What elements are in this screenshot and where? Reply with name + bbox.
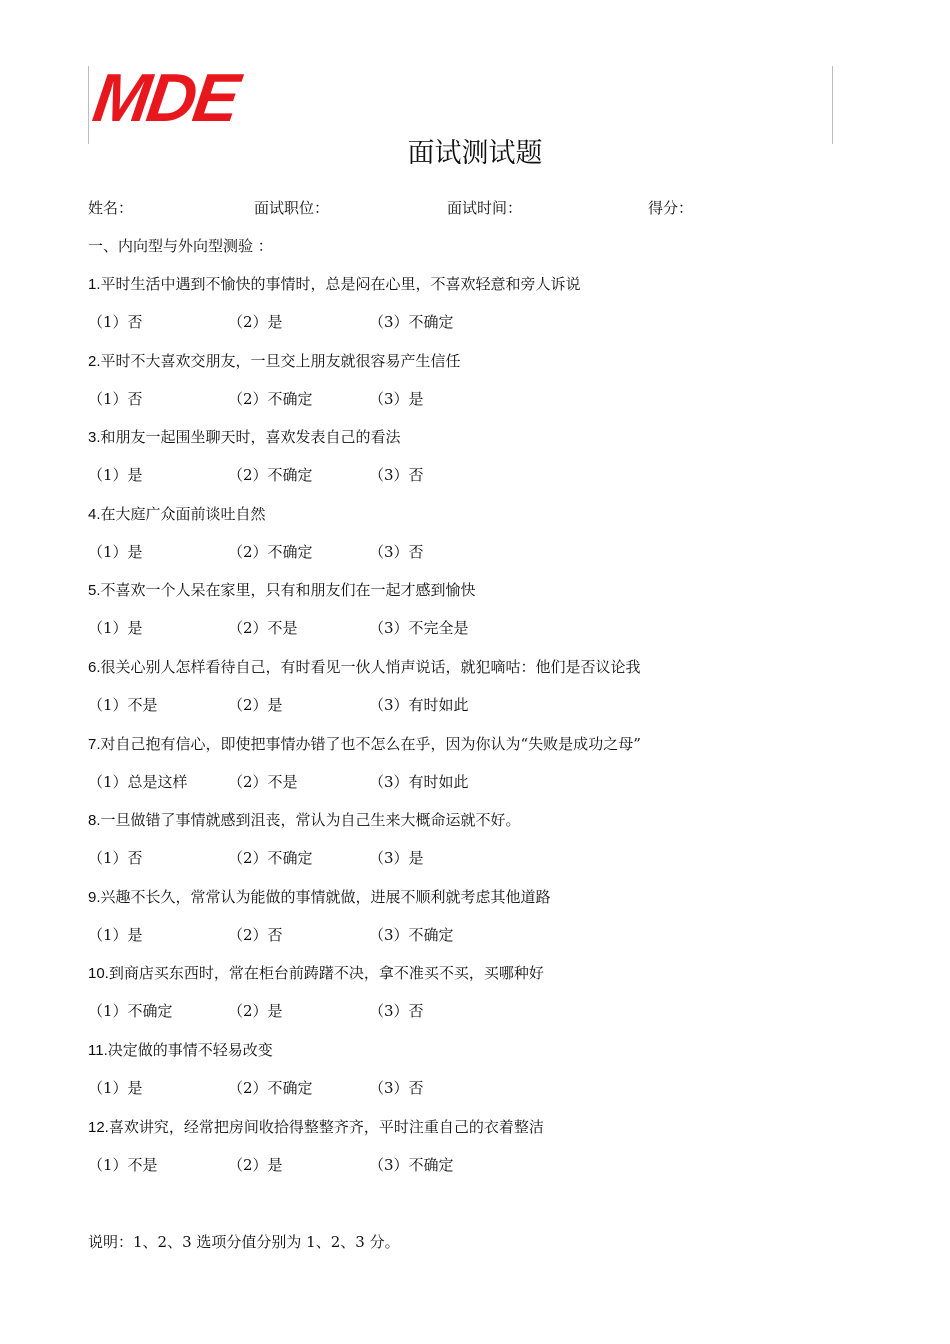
option-3: （3）不确定 <box>369 313 454 331</box>
option-2: （2）不是 <box>228 619 298 638</box>
option-3: （3）有时如此 <box>369 696 469 714</box>
question-5-options <box>0 616 950 640</box>
option-3: （3）否 <box>369 1002 424 1021</box>
question-number: 3. <box>88 429 101 447</box>
option-3: （3）有时如此 <box>369 772 469 791</box>
time-label: 面试时间： <box>447 199 523 217</box>
page-title: 面试测试题 <box>407 138 543 169</box>
question-number: 11. <box>88 1042 108 1059</box>
question-text: 决定做的事情不轻易改变 <box>107 1041 273 1059</box>
question-text: 兴趣不长久，常常认为能做的事情就做，进展不顺利就考虑其他道路 <box>100 887 551 906</box>
option-1: （1）是 <box>88 542 143 561</box>
question-7 <box>88 732 641 757</box>
question-7-options <box>0 770 950 794</box>
question-number: 5. <box>88 582 101 600</box>
question-text: 平时生活中遇到不愉快的事情时，总是闷在心里，不喜欢轻意和旁人诉说 <box>100 275 581 293</box>
question-1 <box>88 272 581 297</box>
question-1-options <box>0 310 950 334</box>
option-1: （1）是 <box>88 1079 143 1097</box>
question-number: 1. <box>88 276 101 293</box>
question-12-options <box>0 1153 950 1177</box>
question-text: 对自己抱有信心，即使把事情办错了也不怎么在乎，因为你认为“失败是成功之母” <box>100 734 641 753</box>
question-text: 到商店买东西时，常在柜台前踌躇不决，拿不准买不买，买哪种好 <box>108 964 544 983</box>
question-4-options <box>0 540 950 564</box>
question-text: 喜欢讲究，经常把房间收拾得整整齐齐，平时注重自己的衣着整洁 <box>108 1117 544 1136</box>
question-6-options <box>0 693 950 717</box>
question-4 <box>88 502 266 527</box>
option-1: （1）否 <box>88 313 143 331</box>
score-label: 得分： <box>648 199 694 217</box>
question-number: 12. <box>88 1118 109 1136</box>
option-2: （2）是 <box>228 1002 283 1021</box>
question-9-options <box>0 923 950 947</box>
question-number: 2. <box>88 352 101 370</box>
option-2: （2）不确定 <box>228 389 313 408</box>
question-text: 一旦做错了事情就感到沮丧，常认为自己生来大概命运就不好。 <box>100 811 521 830</box>
name-label: 姓名： <box>88 199 134 217</box>
candidate-info-row <box>0 196 950 220</box>
option-2: （2）不确定 <box>228 466 313 485</box>
option-3: （3）否 <box>369 1079 424 1097</box>
question-10-options <box>0 999 950 1023</box>
question-text: 平时不大喜欢交朋友，一旦交上朋友就很容易产生信任 <box>100 351 461 370</box>
question-11-options <box>0 1076 950 1100</box>
option-3: （3）不完全是 <box>369 619 469 638</box>
question-9 <box>88 885 551 910</box>
question-2 <box>88 349 461 374</box>
option-3: （3）不确定 <box>369 925 454 944</box>
option-2: （2）是 <box>228 696 283 714</box>
option-3: （3）是 <box>369 849 424 868</box>
option-1: （1）否 <box>88 849 143 868</box>
scoring-note: 说明：1、2、3 选项分值分别为 1、2、3 分。 <box>88 1233 400 1251</box>
option-3: （3）否 <box>369 466 424 485</box>
option-2: （2）否 <box>228 925 283 944</box>
mde-logo: MDE <box>88 60 242 136</box>
question-text: 不喜欢一个人呆在家里，只有和朋友们在一起才感到愉快 <box>100 581 476 600</box>
question-6 <box>88 655 641 680</box>
question-8 <box>88 808 521 833</box>
option-3: （3）是 <box>369 389 424 408</box>
question-11 <box>88 1038 273 1063</box>
header-right-rule <box>832 66 833 144</box>
question-number: 8. <box>88 812 101 830</box>
option-2: （2）不确定 <box>228 542 313 561</box>
question-number: 9. <box>88 888 101 906</box>
question-12 <box>88 1115 544 1140</box>
question-5 <box>88 578 476 603</box>
option-1: （1）是 <box>88 925 143 944</box>
question-number: 4. <box>88 505 101 523</box>
question-3-options <box>0 463 950 487</box>
option-2: （2）是 <box>228 313 283 331</box>
option-1: （1）不是 <box>88 696 158 714</box>
option-3: （3）不确定 <box>369 1155 454 1174</box>
option-1: （1）不确定 <box>88 1002 173 1021</box>
question-number: 6. <box>88 659 101 676</box>
question-2-options <box>0 387 950 411</box>
position-label: 面试职位： <box>254 199 330 217</box>
option-3: （3）否 <box>369 542 424 561</box>
option-1: （1）是 <box>88 619 143 638</box>
question-8-options <box>0 846 950 870</box>
option-2: （2）不确定 <box>228 1079 313 1097</box>
question-text: 很关心别人怎样看待自己，有时看见一伙人悄声说话，就犯嘀咕：他们是否议论我 <box>100 658 641 676</box>
option-2: （2）不确定 <box>228 849 313 868</box>
section-title: 一、内向型与外向型测验 ： <box>88 237 273 255</box>
option-1: （1）总是这样 <box>88 772 188 791</box>
question-text: 和朋友一起围坐聊天时，喜欢发表自己的看法 <box>100 428 401 447</box>
question-number: 7. <box>88 735 101 753</box>
option-2: （2）不是 <box>228 772 298 791</box>
option-1: （1）是 <box>88 466 143 485</box>
option-1: （1）否 <box>88 389 143 408</box>
question-text: 在大庭广众面前谈吐自然 <box>100 504 266 523</box>
option-2: （2）是 <box>228 1155 283 1174</box>
option-1: （1）不是 <box>88 1155 158 1174</box>
question-3 <box>88 425 401 450</box>
question-number: 10. <box>88 965 109 983</box>
question-10 <box>88 961 544 986</box>
